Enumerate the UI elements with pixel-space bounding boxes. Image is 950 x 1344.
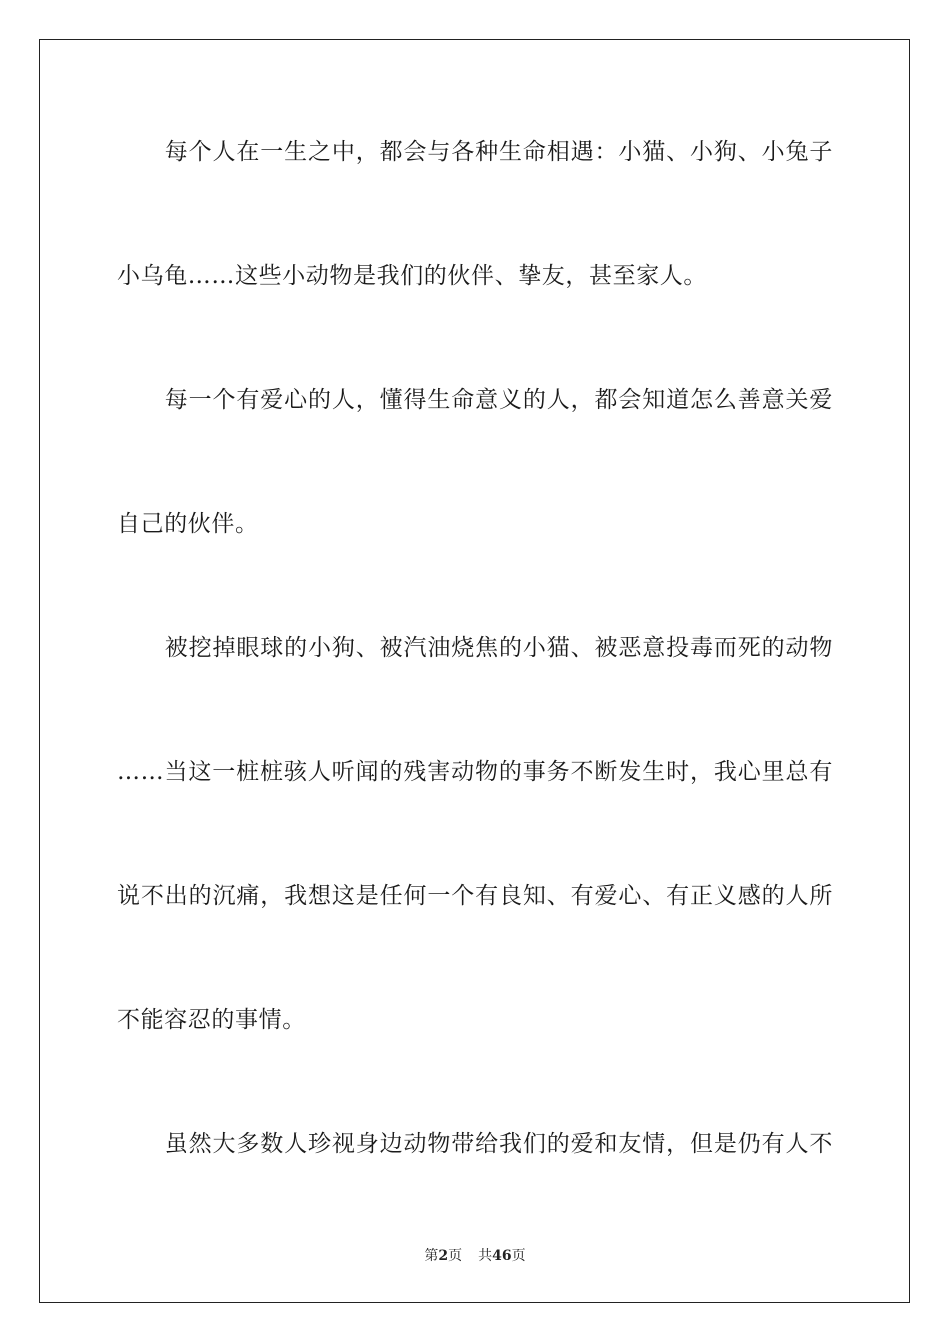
paragraph-line-5: 被挖掉眼球的小狗、被汽油烧焦的小猫、被恶意投毒而死的动物	[117, 635, 833, 661]
page-border	[39, 39, 910, 1303]
paragraph-line-7: 说不出的沉痛，我想这是任何一个有良知、有爱心、有正义感的人所	[117, 883, 833, 909]
paragraph-line-1: 每个人在一生之中，都会与各种生命相遇：小猫、小狗、小兔子	[117, 139, 833, 165]
page-prefix: 第	[424, 1248, 439, 1264]
paragraph-line-8: 不能容忍的事情。	[117, 1007, 306, 1033]
paragraph-line-9: 虽然大多数人珍视身边动物带给我们的爱和友情，但是仍有人不	[117, 1131, 833, 1157]
total-pages: 46	[492, 1248, 512, 1264]
page-number: 2	[438, 1248, 449, 1264]
paragraph-line-6: ……当这一桩桩骇人听闻的残害动物的事务不断发生时，我心里总有	[117, 759, 833, 785]
paragraph-line-4: 自己的伙伴。	[117, 511, 259, 537]
total-suffix: 页	[511, 1248, 526, 1264]
total-prefix: 共	[478, 1248, 493, 1264]
paragraph-line-2: 小乌龟……这些小动物是我们的伙伴、挚友，甚至家人。	[117, 263, 707, 289]
paragraph-line-3: 每一个有爱心的人，懂得生命意义的人，都会知道怎么善意关爱	[117, 387, 833, 413]
page-footer	[0, 1247, 950, 1265]
page-suffix: 页	[448, 1248, 463, 1264]
